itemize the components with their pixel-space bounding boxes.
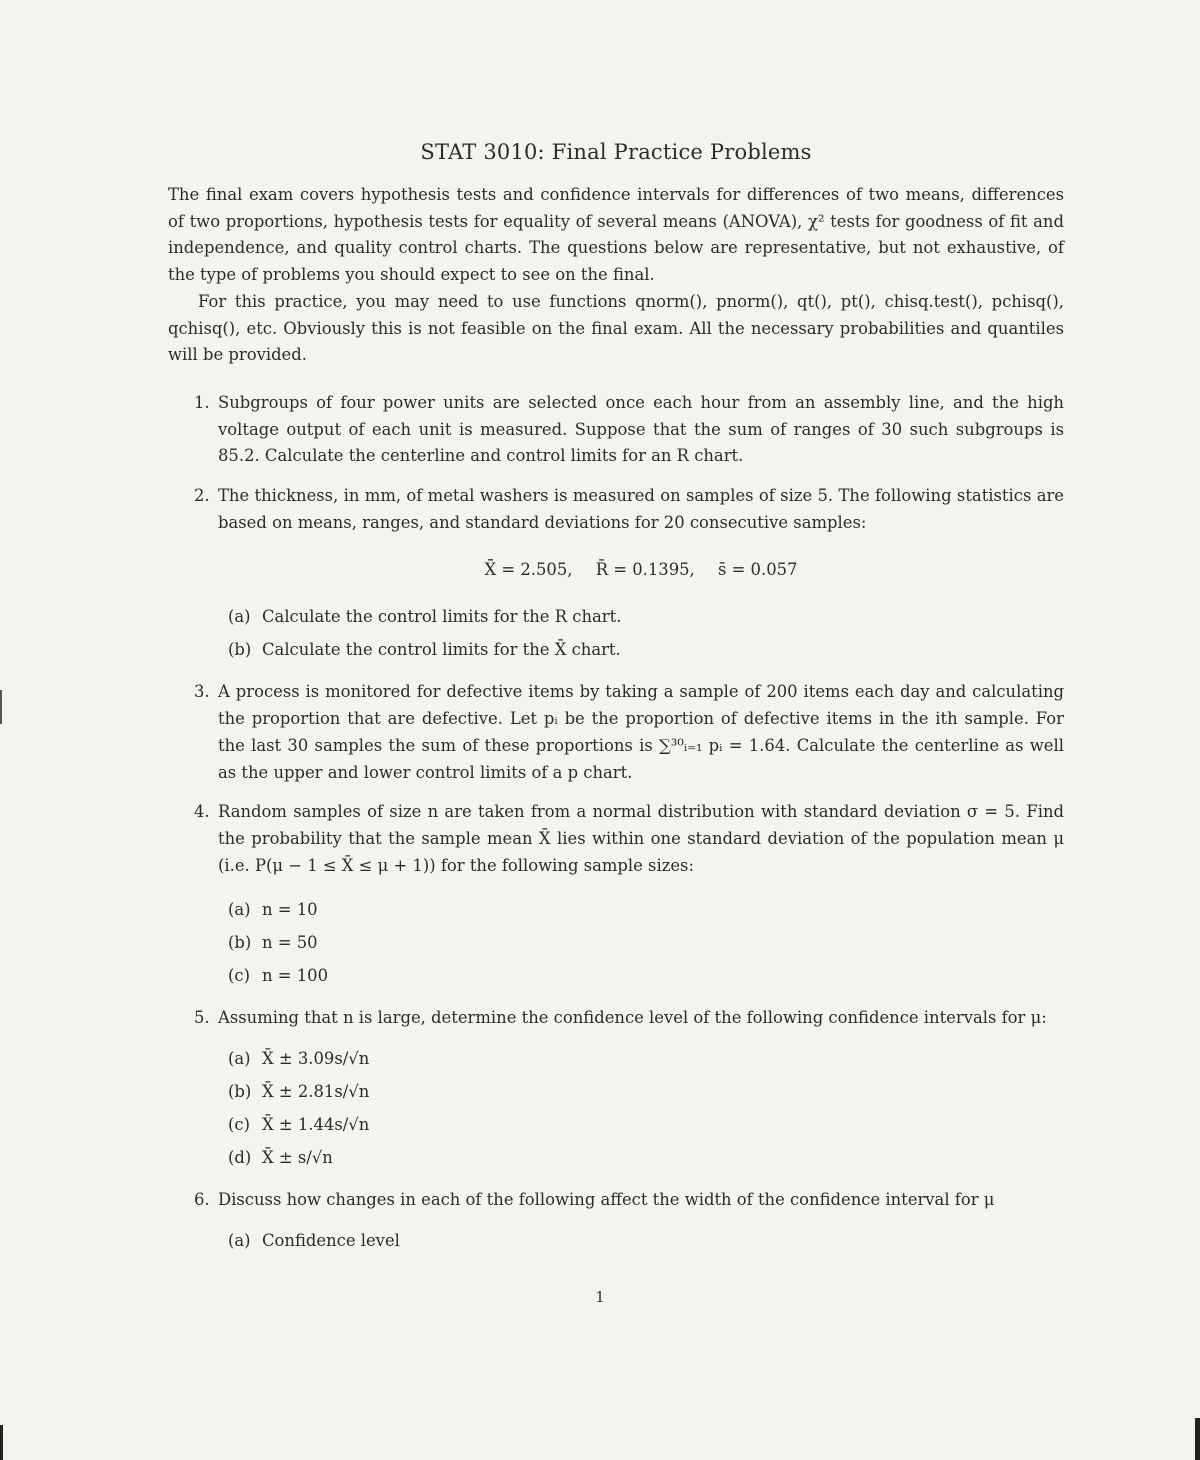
subpart-b	[228, 1075, 1064, 1108]
subpart-list	[228, 1042, 1064, 1174]
subpart-text: Confidence level	[262, 1230, 400, 1250]
problem-text: Random samples of size n are taken from a normal distribution with standard deviation σ = 5. Find the probability that the sample mean X̄ lies within one standard deviation of the population mean μ (i.e. P(μ − 1 ≤ X̄ ≤ μ + 1)) for the following sample sizes:	[218, 802, 1064, 875]
subpart-text: X̄ ± 1.44s/√n	[262, 1115, 370, 1135]
problem-number: 3.	[194, 682, 210, 702]
intro-paragraph: The final exam covers hypothesis tests and confidence intervals for differences of two means, differences of two proportions, hypothesis tests for equality of several means (ANOVA), χ² tests for goodness of fit and independence, and quality control charts. The questions below are representative, but not exhaustive, of the type of problems you should expect to see on the final.	[168, 185, 1064, 285]
subpart-list	[228, 600, 1064, 666]
document-title: STAT 3010: Final Practice Problems	[420, 140, 812, 164]
problem-list	[168, 390, 1064, 1257]
problem-5	[168, 1005, 1064, 1174]
problem-number: 4.	[194, 802, 210, 822]
subpart-b	[228, 926, 1064, 959]
problem-6	[168, 1187, 1064, 1257]
subpart-text: X̄ ± s/√n	[262, 1148, 333, 1168]
problem-number: 5.	[194, 1008, 210, 1028]
problem-3	[168, 679, 1064, 786]
subpart-a	[228, 893, 1064, 926]
subpart-text: X̄ ± 2.81s/√n	[262, 1082, 370, 1102]
subpart-text: Calculate the control limits for the R chart.	[262, 607, 622, 627]
subpart-label: (a)	[228, 1230, 251, 1250]
subpart-text: X̄ ± 3.09s/√n	[262, 1049, 370, 1069]
subpart-label: (a)	[228, 1049, 251, 1069]
document-page	[168, 140, 1064, 1270]
subpart-label: (b)	[228, 640, 252, 660]
scan-edge-mark	[0, 1425, 3, 1460]
statistics-display	[218, 557, 1064, 583]
problem-4	[168, 799, 1064, 992]
scan-edge-mark	[1195, 1418, 1200, 1460]
subpart-label: (c)	[228, 1115, 250, 1135]
subpart-label: (b)	[228, 933, 252, 953]
subpart-d	[228, 1141, 1064, 1174]
subpart-b	[228, 633, 1064, 666]
problem-number: 6.	[194, 1190, 210, 1210]
subpart-c	[228, 1108, 1064, 1141]
problem-text: The thickness, in mm, of metal washers is measured on samples of size 5. The following statistics are based on means, ranges, and standard deviations for 20 consecutive samples:	[218, 486, 1064, 532]
subpart-text: Calculate the control limits for the X̄ chart.	[262, 640, 621, 660]
problem-number: 1.	[194, 392, 210, 412]
mean-range-value: R̄ = 0.1395,	[595, 560, 695, 580]
problem-1	[168, 390, 1064, 470]
subpart-text: n = 50	[262, 933, 318, 953]
subpart-label: (a)	[228, 900, 251, 920]
problem-text: Discuss how changes in each of the following affect the width of the confidence interval for μ	[218, 1190, 995, 1210]
intro-paragraph-functions: For this practice, you may need to use functions qnorm(), pnorm(), qt(), pt(), chisq.test(), pchisq(), qchisq(), etc. Obviously this is not feasible on the final exam. All the necessary probabilities and quantiles will be provided.	[168, 291, 1064, 365]
subpart-label: (d)	[228, 1148, 252, 1168]
problem-text: Subgroups of four power units are selected once each hour from an assembly line, and the high voltage output of each unit is measured. Suppose that the sum of ranges of 30 such subgroups is 85.2. Calculate the centerline and control limits for an R chart.	[218, 392, 1064, 466]
subpart-text: n = 100	[262, 966, 328, 986]
subpart-label: (a)	[228, 607, 251, 627]
subpart-a	[228, 600, 1064, 633]
problem-number: 2.	[194, 486, 210, 506]
subpart-label: (c)	[228, 966, 250, 986]
mean-sd-value: s̄ = 0.057	[717, 560, 798, 580]
subpart-text: n = 10	[262, 900, 318, 920]
subpart-a	[228, 1042, 1064, 1075]
subpart-list	[228, 1224, 1064, 1257]
problem-text: A process is monitored for defective items by taking a sample of 200 items each day and calculating the proportion that are defective. Let pᵢ be the proportion of defective items in the ith sample. For the last 30 samples the sum of these proportions is ∑³⁰ᵢ₌₁ pᵢ = 1.64. Calculate the centerline as well as the upper and lower control limits of a p chart.	[218, 682, 1064, 782]
grand-mean-value: X̄̄ = 2.505,	[484, 560, 573, 580]
subpart-list	[228, 893, 1064, 992]
problem-2	[168, 483, 1064, 666]
subpart-c	[228, 959, 1064, 992]
problem-text: Assuming that n is large, determine the confidence level of the following confidence intervals for μ:	[218, 1008, 1047, 1028]
subpart-a	[228, 1224, 1064, 1257]
page-number: 1	[595, 1288, 605, 1306]
subpart-label: (b)	[228, 1082, 252, 1102]
scan-edge-mark	[0, 690, 2, 724]
